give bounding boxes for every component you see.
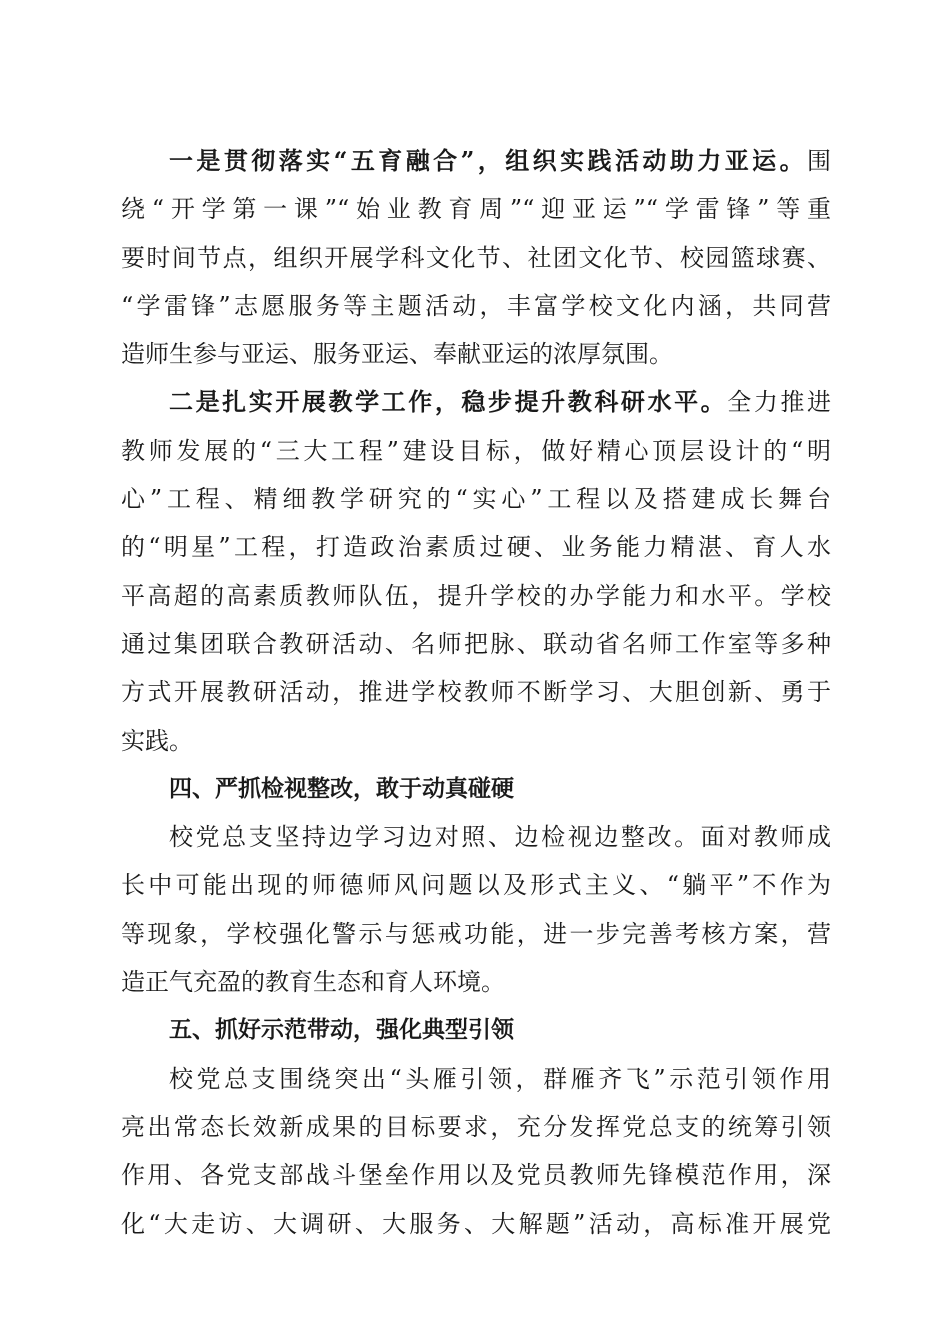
- paragraph-first-line: [121, 378, 831, 426]
- paragraph-line: 化“大走访、大调研、大服务、大解题”活动，高标准开展党: [121, 1209, 831, 1238]
- paragraph-lead: 二是扎实开展教学工作，稳步提升教科研水平。: [169, 387, 728, 417]
- paragraph-line: 通过集团联合教研活动、名师把脉、联动省名师工作室等多种: [121, 629, 831, 658]
- paragraph-demonstration: [121, 1055, 831, 1248]
- paragraph-line: 作用、各党支部战斗堡垒作用以及党员教师先锋模范作用，深: [121, 1161, 831, 1190]
- paragraph-line: 心”工程、精细教学研究的“实心”工程以及搭建成长舞台: [121, 485, 831, 514]
- paragraph-first-line: 校党总支围绕突出“头雁引领，群雁齐飞”示范引领作用: [169, 1064, 831, 1093]
- paragraph-line: 的“明星”工程，打造政治素质过硬、业务能力精湛、育人水: [121, 533, 831, 562]
- paragraph-line: “学雷锋”志愿服务等主题活动，丰富学校文化内涵，共同营: [121, 291, 831, 320]
- document-page: [121, 137, 831, 1248]
- paragraph-line: 要时间节点，组织开展学科文化节、社团文化节、校园篮球赛、: [121, 243, 831, 272]
- section-heading-4: 四、严抓检视整改，敢于动真碰硬: [169, 775, 514, 802]
- paragraph-line: 教师发展的“三大工程”建设目标，做好精心顶层设计的“明: [121, 436, 831, 465]
- paragraph-line: 方式开展教研活动，推进学校教师不断学习、大胆创新、勇于: [121, 678, 831, 707]
- paragraph-line: 等现象，学校强化警示与惩戒功能，进一步完善考核方案，营: [121, 919, 831, 948]
- paragraph-line: 长中可能出现的师德师风问题以及形式主义、“躺平”不作为: [121, 871, 831, 900]
- paragraph-line: 造正气充盈的教育生态和育人环境。: [121, 968, 505, 997]
- paragraph-text: 全力推进: [727, 388, 831, 417]
- paragraph-line: 造师生参与亚运、服务亚运、奉献亚运的浓厚氛围。: [121, 340, 673, 369]
- paragraph-first-line: 校党总支坚持边学习边对照、边检视边整改。面对教师成: [169, 823, 831, 852]
- paragraph-line: 亮出常态长效新成果的目标要求，充分发挥党总支的统筹引领: [121, 1112, 831, 1141]
- paragraph-text: 围: [807, 147, 831, 175]
- paragraph-five-education: [121, 137, 831, 378]
- paragraph-line: 平高超的高素质教师队伍，提升学校的办学能力和水平。学校: [121, 581, 831, 610]
- paragraph-first-line: [121, 137, 831, 185]
- section-heading-5: 五、抓好示范带动，强化典型引领: [169, 1017, 514, 1044]
- paragraph-line: 实践。: [121, 726, 193, 755]
- paragraph-inspection-rectification: [121, 813, 831, 1006]
- paragraph-line: 绕“开学第一课”“始业教育周”“迎亚运”“学雷锋”等重: [121, 195, 831, 224]
- paragraph-teaching-research: [121, 378, 831, 764]
- paragraph-lead: 一是贯彻落实“五育融合”，组织实践活动助力亚运。: [169, 146, 807, 175]
